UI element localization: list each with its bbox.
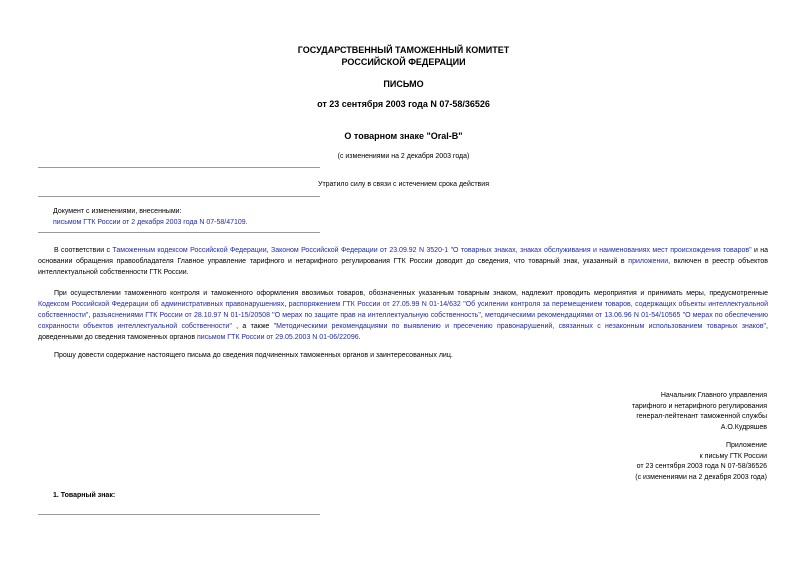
changes-label: Документ с изменениями, внесенными: (53, 208, 182, 215)
link-appendix[interactable]: приложении (628, 258, 669, 265)
org-name-line2: РОССИЙСКОЙ ФЕДЕРАЦИИ (341, 57, 466, 67)
status-text: Утратило силу в связи с истечением срока действия (318, 181, 489, 188)
signature-block (632, 391, 767, 433)
link-letter-22096[interactable]: письмом ГТК России от 29.05.2003 N 01-06/22096 (197, 334, 359, 341)
divider-line (38, 167, 320, 168)
link-trademark-law[interactable]: Законом Российской Федерации от 23.09.92 N 3520-1 "О товарных знаках, знаках обслуживания и наименованиях мест происхождения товаров" (270, 247, 752, 254)
paragraph-2: При осуществлении таможенного контроля и таможенного оформления ввозимых товаров, обозначенных указанным товарным знаком, надлежит проводить мероприятия и принимать меры, предусмотренные Кодексом Российской Федерации об административных правонарушениях, распоряжением ГТК России от 27.05.99 N 01-14/632 "Об усилении контроля за перемещением товаров, содержащих объекты интеллектуальной собственности", разъяснениями ГТК России от 28.10.97 N 01-15/20508 "О мерах по защите прав на интеллектуальную собственность", методическими рекомендациями от 13.06.96 N 01-54/10565 "О мерах по обеспечению сохранности объектов интеллектуальной собственности" , а также "Методическими рекомендациями по выявлению и пресечению правонарушений, связанных с незаконным использованием товарных знаков", доведенными до сведения таможенных органов письмом ГТК России от 29.05.2003 N 01-06/22096. (38, 290, 769, 341)
paragraph-3: Прошу довести содержание настоящего письма до сведения подчиненных таможенных органов и заинтересованных лиц. (54, 352, 453, 359)
link-order-632[interactable]: распоряжением ГТК России от 27.05.99 N 01-14/632 "Об усилении контроля за перемещением товаров, содержащих объекты интеллектуальной собственности" (38, 301, 769, 319)
doc-date-number: от 23 сентября 2003 года N 07-58/36526 (317, 99, 490, 109)
link-admin-code[interactable]: Кодексом Российской Федерации об административных правонарушениях (38, 301, 285, 308)
appendix-line: (с изменениями на 2 декабря 2003 года) (635, 473, 767, 481)
appendix-line: от 23 сентября 2003 года N 07-58/36526 (636, 463, 767, 470)
divider-line (38, 196, 320, 197)
doc-type: ПИСЬМО (383, 79, 424, 89)
divider-line (38, 232, 320, 233)
section-1-title: 1. Товарный знак: (53, 492, 116, 499)
link-method-10565[interactable]: методическими рекомендациями от 13.06.96 N 01-54/10565 "О мерах по обеспечению сохранности объектов интеллектуальной собственности" (38, 312, 769, 330)
doc-subject: О товарном знаке "Oral-B" (344, 131, 463, 141)
signature-line: генерал-лейтенант таможенной службы (636, 413, 767, 420)
appendix-line: Приложение (725, 442, 767, 449)
divider-line (38, 514, 320, 515)
appendix-line: к письму ГТК России (699, 452, 767, 460)
org-name-line1: ГОСУДАРСТВЕННЫЙ ТАМОЖЕННЫЙ КОМИТЕТ (297, 45, 510, 55)
signature-line: тарифного и нетарифного регулирования (631, 402, 767, 410)
signature-name: А.О.Кудряшев (720, 423, 767, 431)
changes-link[interactable]: письмом ГТК России от 2 декабря 2003 года N 07-58/47109. (53, 219, 248, 226)
link-customs-code[interactable]: Таможенным кодексом Российской Федерации (112, 247, 267, 254)
appendix-block (635, 441, 767, 483)
amendments-note: (с изменениями на 2 декабря 2003 года) (337, 153, 470, 160)
signature-line: Начальник Главного управления (660, 392, 767, 399)
link-method-recommendations[interactable]: "Методическими рекомендациями по выявлению и пресечению правонарушений, связанных с незаконным использованием товарных знаков" (273, 323, 767, 330)
link-clarification-20508[interactable]: разъяснениями ГТК России от 28.10.97 N 01-15/20508 "О мерах по защите прав на интеллектуальную собственность" (92, 312, 481, 319)
paragraph-1: В соответствии с Таможенным кодексом Российской Федерации, Законом Российской Федерации от 23.09.92 N 3520-1 "О товарных знаках, знаках обслуживания и наименованиях мест происхождения товаров" и на основании обращения правообладателя Главное управление тарифного и нетарифного регулирования ГТК России доводит до сведения, что товарный знак, указанный в приложении, включен в реестр объектов интеллектуальной собственности ГТК России. (38, 247, 769, 276)
